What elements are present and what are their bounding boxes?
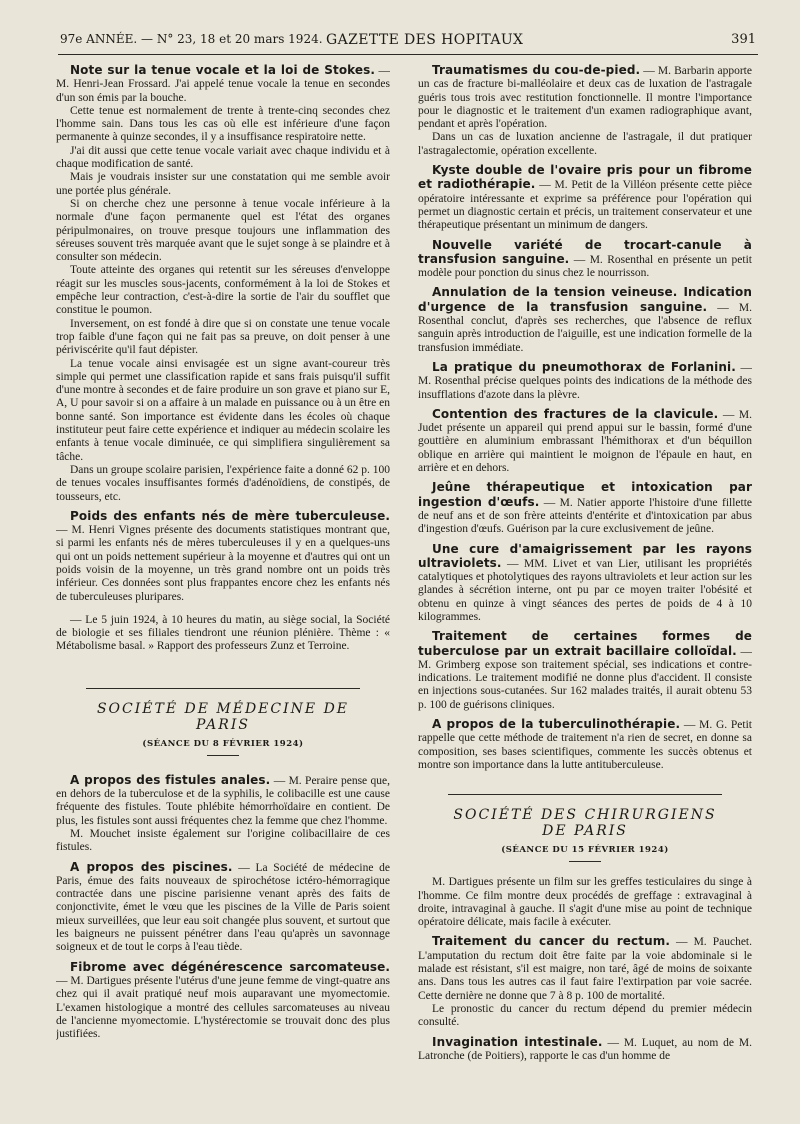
article-poids-enfants xyxy=(56,510,390,604)
paragraph: J'ai dit aussi que cette tenue vocale variait avec chaque individu et à chaque modification de santé. xyxy=(56,144,390,171)
article-text: — M. Henri Vignes présente des documents statistiques montrant que, si parmi les enfants nés de mères tuberculeuses il y en a quelques-uns qui ont un poids nettement supérieur à la moyenne et d'autres qui ont un poids voisin de la moyenne, un très grand nombre ont un poids très inférieur. Ces données sont plus frappantes encore chez les enfants nés de tuberculeuses pluripares. xyxy=(56,524,390,603)
article-title: Traitement du cancer du rectum. xyxy=(432,934,670,949)
article-text: — M. Henri-Jean Frossard. J'ai appelé tenue vocale la tenue en secondes d'un son émis par la bouche. xyxy=(56,65,390,104)
paragraph: M. Mouchet insiste également sur l'origine colibacillaire de ces fistules. xyxy=(56,827,390,854)
article-title: A propos de la tuberculinothérapie. xyxy=(432,717,681,732)
article-text: — M. Peraire pense que, en dehors de la tuberculose et de la syphilis, le colibacille est une cause fréquente des fistules. Toute phlébite hémorrhoïdaire en contient. De plus, les fistules sont aussi fréquentes chez la femme que chez l'homme. xyxy=(56,774,390,827)
article-tuberculinotherapie xyxy=(418,718,752,772)
left-column xyxy=(56,64,390,1114)
paragraph: Dans un cas de luxation ancienne de l'astragale, il dut pratiquer l'astragalectomie, opération excellente. xyxy=(418,131,752,157)
society-heading-chirurgiens xyxy=(418,794,752,862)
article-text: — M. Luquet, au nom de M. Latronche (de Poitiers), rapporte le cas d'un homme de xyxy=(418,1036,752,1062)
article-text: — M. Pauchet. L'amputation du rectum doit être faite par la voie abdominale si le malade est résistant, s'il est maigre, non taré, âgé de moins de soixante ans. Dans tous les autres cas il faut faire l'extirpation par voie sacrée. Cette dernière ne donne que 7 à 8 p. 100 de mortalité. xyxy=(418,936,752,1002)
article-title: Note sur la tenue vocale et la loi de Stokes. xyxy=(70,64,376,77)
right-column xyxy=(418,64,752,1114)
article-title: Poids des enfants nés de mère tuberculeuse. xyxy=(70,508,390,523)
announcement-text: — Le 5 juin 1924, à 10 heures du matin, au siège social, la Société de biologie et ses filiales tiendront une réunion plénière. Thème : « Métabolisme basal. » Rapport des professeurs Zunz et Terroine. xyxy=(56,613,390,653)
article-text: — M. G. Petit rappelle que cette méthode de traitement n'a rien de secret, en donne sa composition, ses bases scientifiques, commente les succès obtenus et montre son importance dans la lutte antituberculeuse. xyxy=(418,719,752,771)
article-clavicule xyxy=(418,408,752,475)
paragraph: Toute atteinte des organes qui retentit sur les séreuses d'enveloppe réagit sur les muscles sous-jacents, conformément à la loi de Stokes et empêche leur contraction, c'est-à-dire la sortie de l'air du soufflet que constitue le poumon. xyxy=(56,264,390,317)
society-title: SOCIÉTÉ DE MÉDECINE DE PARIS xyxy=(86,688,360,733)
article-title: Fibrome avec dégénérescence sarcomateuse. xyxy=(70,959,390,974)
article-tuberculose xyxy=(418,630,752,712)
article-title: Annulation de la tension veineuse. Indication d'urgence de la transfusion sanguine. xyxy=(418,285,752,314)
article-text: — M. Rosenthal conclut, d'après ses recherches, que l'absence de reflux sanguin après introduction de l'aiguille, est une indication formelle de la transfusion immédiate. xyxy=(418,301,752,354)
issue-info: 97e ANNÉE. — N° 23, 18 et 20 mars 1924. xyxy=(60,32,323,46)
article-pneumothorax xyxy=(418,361,752,402)
journal-title: GAZETTE DES HOPITAUX xyxy=(326,32,524,48)
article-title: Traumatismes du cou-de-pied. xyxy=(432,64,641,77)
article-title: Invagination intestinale. xyxy=(432,1034,603,1049)
article-title: Jeûne thérapeutique et intoxication par ingestion d'œufs. xyxy=(418,480,752,509)
article-text: — M. Grimberg expose son traitement spécial, ses indications et contre-indications. Le traitement modifié ne donne plus d'accident. Il consiste en injections sous-cutanées. Sur 162 malades traités, il aurait obtenu 53 p. 100 de guérisons cliniques. xyxy=(418,645,752,711)
article-title: Nouvelle variété de trocart-canule à transfusion sanguine. xyxy=(418,237,752,266)
article-tension-veineuse xyxy=(418,286,752,354)
session-date: (SÉANCE DU 15 FÉVRIER 1924) xyxy=(418,845,752,862)
article-text: — MM. Livet et van Lier, utilisant les propriétés catalytiques et photolytiques des rayons ultraviolets et leur action sur les glandes à sécrétion interne, ont pu par ce moyen traiter l'obésité et obtenu en quinze à vingt séances des pertes de poids de 4 à 10 kilogrammes. xyxy=(418,557,752,623)
article-title: Une cure d'amaigrissement par les rayons ultraviolets. xyxy=(418,541,752,570)
society-title: SOCIÉTÉ DES CHIRURGIENS DE PARIS xyxy=(448,794,722,839)
paragraph: Le pronostic du cancer du rectum dépend du premier médecin consulté. xyxy=(418,1002,752,1029)
article-text: — M. Natier apporte l'histoire d'une fillette de neuf ans et de son frère atteints d'entérite et d'intoxication par abus d'ingestion d'œufs. Guérison par la cure exclusivement de jeûne. xyxy=(418,496,752,536)
paragraph: Cette tenue est normalement de trente à trente-cinq secondes chez l'homme sain. Dans tous les cas où elle est inférieure d'une façon permanente à quinze secondes, il y a insuffisance respiratoire nette. xyxy=(56,104,390,144)
article-text: M. Dartigues présente un film sur les greffes testiculaires du singe à l'homme. Ce film montre deux procédés de greffage : extravaginal à droite, intravaginal à gauche. Il s'agit d'une mise au point de technique opératoire délicate, mais facile à exécuter. xyxy=(418,876,752,929)
paragraph: La tenue vocale ainsi envisagée est un signe avant-coureur très simple qui permet une classification rapide et sans frais puisqu'il suffit d'une montre à secondes et de faire produire un son grave et piano sur E, A, U pour savoir si on a affaire à un malade en puissance ou à un être en bonne santé. Son importance est évidente dans les écoles où chaque instituteur peut faire cette expérience et indiquer au médecin scolaire les enfants à tenue vocale diminuée, ce qui simplifiera singulièrement sa tâche. xyxy=(56,357,390,463)
society-heading-medecine xyxy=(56,688,390,756)
paragraph: Inversement, on est fondé à dire que si on constate une tenue vocale trop faible d'une façon qui ne fait pas sa preuve, on doit penser à une périviscérite qu'il faut dépister. xyxy=(56,317,390,357)
article-piscines xyxy=(56,861,390,955)
paragraph: Mais je voudrais insister sur une constatation qui me semble avoir une portée plus générale. xyxy=(56,171,390,197)
article-text: — M. Judet présente un appareil qui prend appui sur le bassin, formé d'une gouttière en aluminium embrassant l'hémithorax et d'un béquillon oblique en arrière qui maintient le moignon de l'épaule en haut, en arrière et en dehors. xyxy=(418,408,752,475)
article-title: Traitement de certaines formes de tuberculose par un extrait bacillaire colloïdal. xyxy=(418,629,752,658)
article-trocart xyxy=(418,239,752,281)
article-kyste-ovaire xyxy=(418,164,752,232)
article-text: — M. Barbarin apporte un cas de fracture bi-malléolaire et deux cas de luxation de l'astragale guéris tous trois avec restitution fonctionnelle. Il montre l'importance pour le diagnostic et le traitement d'un examen radiographique avant, pendant et après l'opération. xyxy=(418,65,752,131)
article-cou-de-pied xyxy=(418,64,752,158)
article-tenue-vocale xyxy=(56,64,390,504)
article-fistules xyxy=(56,774,390,855)
paragraph: Dans un groupe scolaire parisien, l'expérience faite a donné 62 p. 100 de tenues vocales insuffisantes formés d'adénoïdiens, de constipés, de tousseurs, etc. xyxy=(56,463,390,503)
article-ultraviolets xyxy=(418,543,752,625)
article-text: — M. Rosenthal en présente un petit modèle pour ponction du sinus chez le nourrisson. xyxy=(418,253,752,280)
article-text: — M. Petit de la Villéon présente cette pièce opératoire intéressante et exprime sa préférence pour l'opération qui permet un diagnostic certain et précis, un traitement conservateur et une thérapeutique présentant un minimum de dangers. xyxy=(418,179,752,232)
article-title: La pratique du pneumothorax de Forlanini. xyxy=(432,359,736,374)
article-title: A propos des fistules anales. xyxy=(70,772,271,787)
article-title: Kyste double de l'ovaire pris pour un fibrome et radiothérapie. xyxy=(418,163,752,192)
page-number: 391 xyxy=(731,32,756,47)
paragraph: Si on cherche chez une personne à tenue vocale inférieure à la normale d'une façon permanente quel est l'état des organes péripulmonaires, on trouve presque toujours une inflammation des séreuses souvent très marquée avant que le sujet songe à se plaindre et à consulter son médecin. xyxy=(56,197,390,264)
article-invagination xyxy=(418,1036,752,1064)
announcement xyxy=(56,614,390,654)
article-title: Contention des fractures de la clavicule. xyxy=(432,406,719,421)
article-text: — La Société de médecine de Paris, émue des faits nouveaux de spirochétose ictéro-hémorragique contractée dans une piscine parisienne venant après des faits de conjonctivite, émet le vœu que les piscines de la Ville de Paris soient mieux surveillées, que leur eau soit changée plus souvent, et surtout que les baigneurs ne puissent pénétrer dans l'eau qu'après un savonnage soigneux et de tout le corps à l'eau tiède. xyxy=(56,861,390,954)
article-cancer-rectum xyxy=(418,935,752,1029)
article-jeune xyxy=(418,481,752,536)
page-header xyxy=(58,26,758,55)
article-text: — M. Dartigues présente l'utérus d'une jeune femme de vingt-quatre ans chez qui il avait pratiqué neuf mois auparavant une myomectomie. L'examen histologique a montré des cellules sarcomateuses au niveau de l'ancienne myomectomie. L'hystérectomie se trouvait donc des plus justifiées. xyxy=(56,974,390,1041)
article-title: A propos des piscines. xyxy=(70,859,233,874)
session-date: (SÉANCE DU 8 FÉVRIER 1924) xyxy=(56,739,390,756)
article-fibrome xyxy=(56,961,390,1042)
article-greffes xyxy=(418,876,752,929)
article-text: — M. Rosenthal précise quelques points des indications de la méthode des insufflations d'azote dans la plèvre. xyxy=(418,361,752,401)
